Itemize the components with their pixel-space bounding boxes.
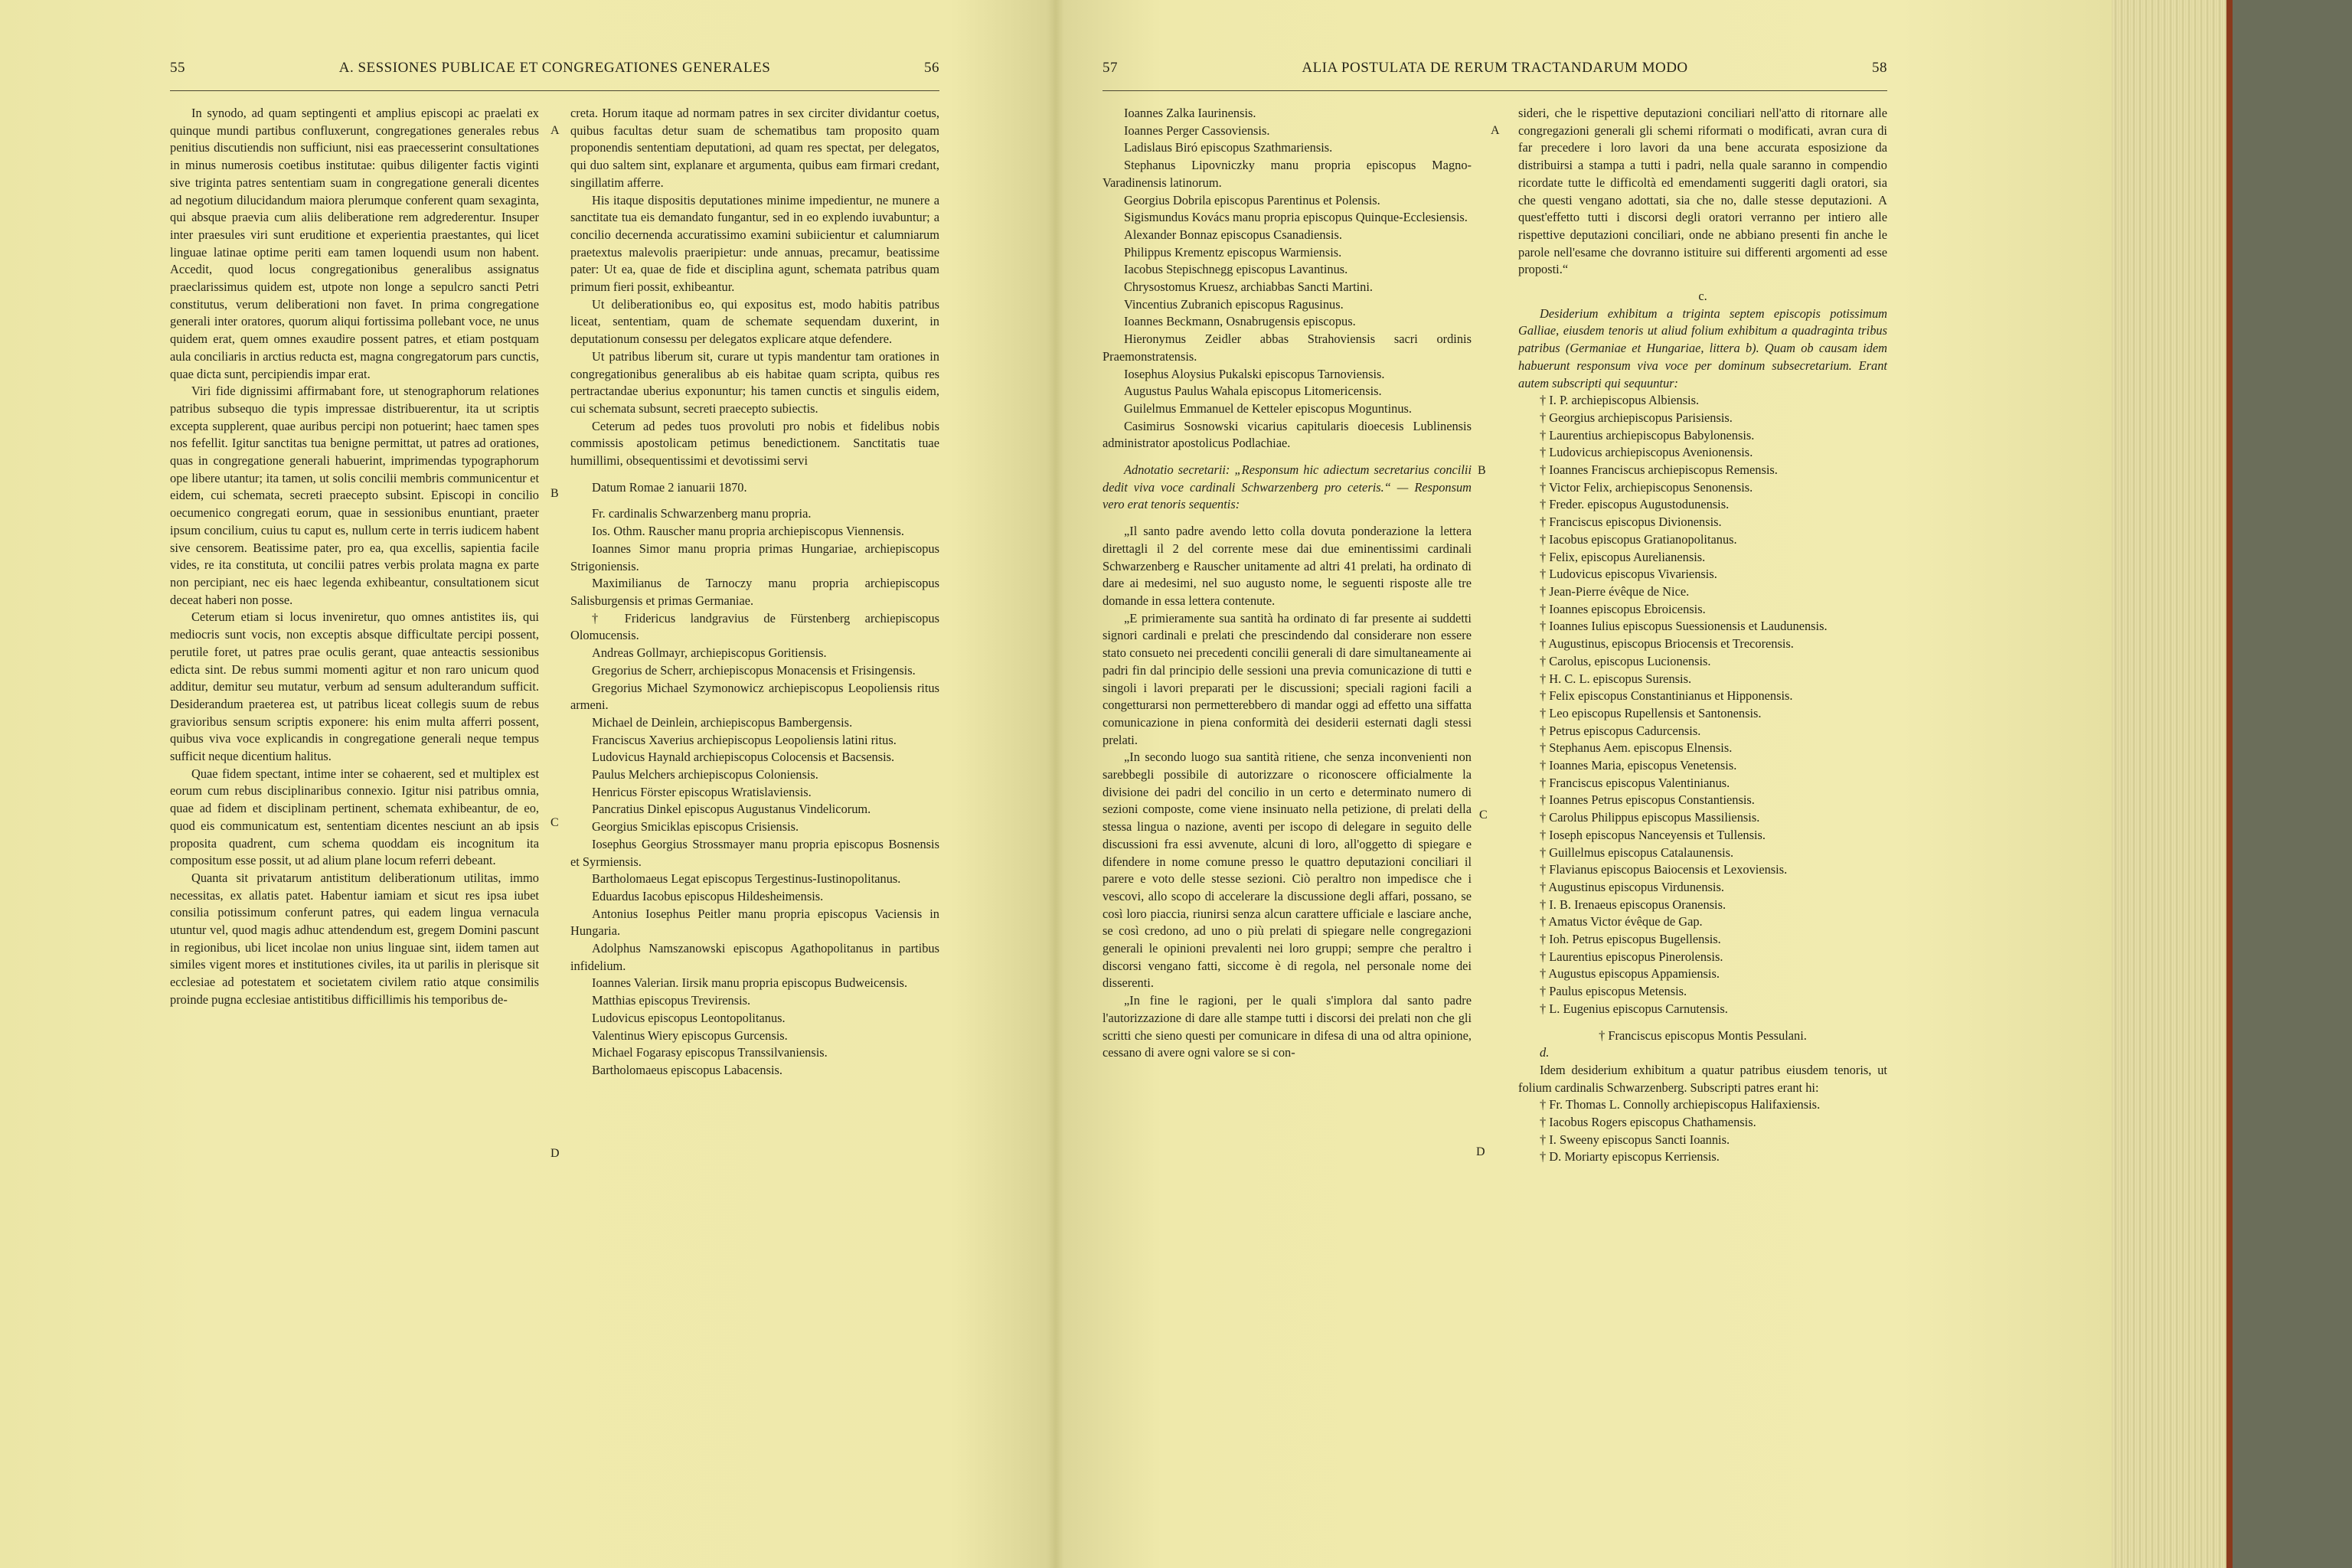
signatory: † Laurentius episcopus Pinerolensis. xyxy=(1540,949,1723,964)
signatory: † I. P. archiepiscopus Albiensis. xyxy=(1540,393,1700,408)
page-number: 56 xyxy=(924,60,939,76)
date-line: Datum Romae 2 ianuarii 1870. xyxy=(592,479,747,495)
signatory: Fr. cardinalis Schwarzenberg manu propria. xyxy=(592,506,812,521)
paragraph: „In secondo luogo sua santità ritiene, che senza inconvenienti non sarebbegli possibile di autorizzare o riconoscere officialmente la divisione dei padri del concilio in un certo e determinato numero di sezioni composte, come viene insinuato nella petizione, di prelati della stessa lingua o nazione, aventi per iscopo di delegare in seguito delle discussioni fra essi avvenute, alcuni di loro, all'oggetto di spiegare e difendere in nome comune presso le quattro deputazioni conciliari il parere e voto delle stesse sezioni. Ciò peraltro non impedisce che i vescovi, allo scopo di accelerare la discussione degli affari, possano, se così loro piaccia, riunirsi senza alcun carattere ufficiale e lasciare anche, se così credono, ad uno o più prelati di spiegare nelle congregazioni generali le opinioni prevalenti nei loro gruppi; sempre che peraltro i discorsi vengano fatti, siccome è di regola, nel personale nome dei disserenti. xyxy=(1102,750,1472,991)
signatory: † Georgius archiepiscopus Parisiensis. xyxy=(1540,410,1733,425)
signatory: † Paulus episcopus Metensis. xyxy=(1540,984,1687,999)
signatory: Ioannes Perger Cassoviensis. xyxy=(1124,122,1270,138)
paragraph: „In fine le ragioni, per le quali s'implora dal santo padre l'autorizzazione di dare alle stampe tutti i discorsi dei prelati non che gli scritti che sieno questi per comunicare in difesa di una od altra opinione, cessano di avere ogni valore se si con- xyxy=(1102,993,1472,1060)
paragraph: Viri fide dignissimi affirmabant fore, ut stenographorum relationes patribus subsequo die typis impressae distribuerentur, ita ut scriptis excepta supplerent, quae auribus percipi non potuerint; haec tamen spes nos fefellit. Igitur sanctitas tua benigne permittat, ut patres ad orationes, quas in congregatione generali habuerint, imprimendas typographorum ope libere utantur; ita tamen, ut solis concilii membris communicentur et eidem, cui schemata, secreti praecepto subsint. Episcopi in concilio oecumenico congregati eorum, quae in sessionibus enuntiant, praeter ipsum concilium, cuius tu caput es, nullum certe in terris iudicem habent sive censorem. Beatissime pater, pro ea, qua excellis, sapientia facile vides, re ita constituta, ut concilii patres verbis prolata magna ex parte non percipiant, nec eis haec legenda exhibeantur, consultationem sicut deceat haberi non posse. xyxy=(170,384,539,607)
paragraph: „Il santo padre avendo letto colla dovuta ponderazione la lettera direttagli il 2 del corrente mese dai due eminentissimi cardinali Schwarzenberg e Rauscher unitamente ad altri 41 prelati, ha ordinato di dare ai medesimi, nel suo augusto nome, le seguenti risposte alle tre domande in essa lettera contenute. xyxy=(1102,524,1472,608)
signatory: † Franciscus episcopus Valentinianus. xyxy=(1540,775,1730,790)
signatory: † Fridericus landgravius de Fürstenberg archiepiscopus Olomucensis. xyxy=(570,610,939,643)
signatory: Ioannes Valerian. Iirsik manu propria episcopus Budweicensis. xyxy=(592,975,908,991)
background-surface xyxy=(2233,0,2352,1568)
margin-mark: B xyxy=(550,487,559,500)
signatory: Valentinus Wiery episcopus Gurcensis. xyxy=(592,1027,788,1043)
page-number: 55 xyxy=(170,60,185,76)
margin-mark: B xyxy=(1478,464,1486,477)
signatory: † Ioannes Franciscus archiepiscopus Remensis. xyxy=(1540,462,1778,478)
signatory: Paulus Melchers archiepiscopus Coloniensis. xyxy=(592,767,818,782)
signatory: † Amatus Victor évêque de Gap. xyxy=(1540,914,1703,929)
signatory: Vincentius Zubranich episcopus Ragusinus. xyxy=(1124,296,1344,312)
signatory: Ioannes Beckmann, Osnabrugensis episcopus. xyxy=(1124,314,1356,329)
margin-mark: D xyxy=(550,1147,560,1160)
paragraph: Quae fidem spectant, intime inter se cohaerent, sed et multiplex est eorum cum rebus disciplinaribus connexio. Igitur nisi patribus omnia, quae ad fidem et disciplinam pertinent, schemata exhibeantur, de eo, quod eis communicatum est, sententiam dicentes nesciunt an ab ipsis proposita quadrent, cum schema quoddam eis incognitum ita compositum esse possit, ut ad alium plane locum referri debeant. xyxy=(170,766,539,868)
signatory: † Ioannes Maria, episcopus Venetensis. xyxy=(1540,758,1737,773)
section-letter: † Franciscus episcopus Montis Pessulani. xyxy=(1599,1027,1807,1043)
signatory: † Augustus episcopus Appamiensis. xyxy=(1540,966,1720,982)
signatory: † Leo episcopus Rupellensis et Santonensis. xyxy=(1540,705,1762,720)
paragraph: Quanta sit privatarum antistitum deliberationum utilitas, immo necessitas, ex allatis patet. Habentur iamiam et sicut res ipsa iubet consilia potissimum conferunt patres, qui eadem lingua vernacula utuntur vel, quod magis adhuc attendendum est, gregem Domini pascunt in regionibus, ubi licet incolae non unius linguae sint, iidem tamen aut similes vigent mores et institutiones civiles, ita ut parilis in plerisque sit ecclesiae ad potestatem et societatem civilem ratio atque consimilis proinde pugna ecclesiae antistitibus difficillimis his temporibus de- xyxy=(170,870,539,1007)
signatory: Matthias episcopus Trevirensis. xyxy=(592,993,751,1008)
secretary-note: † D. Moriarty episcopus Kerriensis. xyxy=(1540,1149,1720,1165)
running-head xyxy=(170,60,939,87)
paragraph: creta. Horum itaque ad normam patres in sex circiter dividantur coetus, quibus facultas detur suam de schematibus tam proposito quam proponendis sententiam deputationi, ad quam res spectat, per delegatos, qui duo saltem sint, explanare et argumenta, quibus eam firmari credant, singillatim afferre. xyxy=(570,106,939,190)
signatory: Philippus Krementz episcopus Warmiensis. xyxy=(1124,244,1342,260)
signatory: † Augustinus episcopus Virdunensis. xyxy=(1540,879,1724,894)
header-rule xyxy=(170,90,939,91)
signatory: † Guillelmus episcopus Catalaunensis. xyxy=(1540,844,1734,860)
paragraph: In synodo, ad quam septingenti et amplius episcopi ac praelati ex quinque mundi partibus confluxerunt, congregationes generales rebus penitius discutiendis non sufficiunt, nisi eas praecesserint consultationes in minus numerosis coetibus institutae: quibus diligenter factis viginti sive triginta patres sententiam suam in congregatione generali dicentes ad negotium dilucidandum maiora plerumque conferent quam sexaginta, qui absque praevia cum aliis deliberatione rem adgrederentur. Insuper inter praesules viri sunt eruditione et experientia praestantes, qui licet linguae latinae optime periti eam tamen loquendi usum non habent. Accedit, quod locus congregationibus generalibus assignatus praeclarissimus quidem est, utpote non longe a sepulcro sancti Petri constitutus, verum deliberationi non favet. In prima congregatione generali inter oratores, quorum aliqui fortissima pollebant voce, ne unus quidem erat, quem omnes exaudire possent patres, et etiam postquam aula conciliaris in arctius reducta est, magna congregatorum pars cunctis, quae dicta sunt, percipiendis impar erat. xyxy=(170,106,539,381)
signatory: † Ioannes episcopus Ebroicensis. xyxy=(1540,601,1706,616)
signatory: † Carolus Philippus episcopus Massiliensis. xyxy=(1540,810,1760,825)
signatory: † Laurentius archiepiscopus Babylonensis. xyxy=(1540,427,1755,443)
margin-mark: D xyxy=(1476,1145,1485,1158)
signatory: Hieronymus Zeidler abbas Strahoviensis sacri ordinis Praemonstratensis. xyxy=(1102,332,1472,364)
signatory: Iosephus Aloysius Pukalski episcopus Tarnoviensis. xyxy=(1124,366,1385,381)
signatory: † Freder. episcopus Augustodunensis. xyxy=(1540,497,1730,512)
signatory: Idem desiderium exhibitum a quatur patribus eiusdem tenoris, ut folium cardinalis Schwarzenberg. Subscripti patres erant hi: xyxy=(1518,1062,1887,1095)
text-column-1 xyxy=(1102,105,1472,1166)
text-column-2 xyxy=(570,105,939,1080)
signatory: † Felix episcopus Constantinianus et Hipponensis. xyxy=(1540,688,1793,704)
paragraph: „E primieramente sua santità ha ordinato di far presente ai suddetti signori cardinali e prelati che prescindendo dal considerare non essere stato consueto nei precedenti concilii generali di dare simultaneamente ai padri fin dal principio delle sessioni una previa comunicazione di tutti e singoli i lavori preparati per le discussioni; speciali ragioni facili a congetturarsi non permetterebbero di mandar oggi ad effetto una siffatta comunicazione in piena conformità dei desiderii esternati dagli stessi prelati. xyxy=(1102,610,1472,747)
signatory: Chrysostomus Kruesz, archiabbas Sancti Martini. xyxy=(1124,279,1374,295)
signatory: Gregorius Michael Szymonowicz archiepiscopus Leopoliensis ritus armeni. xyxy=(570,680,939,713)
section-letter: c. xyxy=(1698,289,1707,304)
signatory: Ludovicus Haynald archiepiscopus Colocensis et Bacsensis. xyxy=(592,750,895,765)
signatory: † I. B. Irenaeus episcopus Oranensis. xyxy=(1540,897,1726,912)
signatory: † L. Eugenius episcopus Carnutensis. xyxy=(1540,1001,1728,1016)
signatory: Maximilianus de Tarnoczy manu propria archiepiscopus Salisburgensis et primas Germaniae. xyxy=(570,576,939,608)
paragraph: sideri, che le rispettive deputazioni conciliari nell'atto di ritornare alle congregazioni generali gli schemi riformati o modificati, avran cura di far precedere i loro lavori da una bene accurata esposizione da distribuirsi a stampa a tutti i padri, nella quale saranno in compendio ricordate tutte le difficoltà ed emendamenti suggeriti dagli oratori, sia che questi vengano adottati, sia che no, dalle stesse deputazioni. A quest'effetto tutti i discorsi degli oratori verranno per intiero alle rispettive deputazioni conciliari, onde ne abbiano presenti fin anche le parole nell'esame che dovranno istituire sui differenti argomenti ad esse proposti.“ xyxy=(1518,106,1887,277)
signatory: † H. C. L. episcopus Surensis. xyxy=(1540,671,1692,686)
signatory: Franciscus Xaverius archiepiscopus Leopoliensis latini ritus. xyxy=(592,732,897,747)
signatory: † Stephanus Aem. episcopus Elnensis. xyxy=(1540,740,1733,756)
section-heading: Desiderium exhibitum a triginta septem episcopis potissimum Galliae, eiusdem tenoris ut aliud folium exhibitum a quadraginta tribus patribus (Germaniae et Hungariae, littera b). Quam ob causam idem habuerunt responsum viva voce per dominum subsecretarium. Erant autem subscripti qui sequuntur: xyxy=(1518,305,1887,390)
paragraph: Ceterum ad pedes tuos provoluti pro nobis et fidelibus nobis commissis apostolicam petimus benedictionem. Sanctitatis tuae humillimi, obsequentissimi et devotissimi servi xyxy=(570,418,939,469)
signatory: Georgius Smiciklas episcopus Crisiensis. xyxy=(592,819,799,835)
signatory: Gregorius de Scherr, archiepiscopus Monacensis et Frisingensis. xyxy=(592,662,916,678)
signatory: Ioannes Simor manu propria primas Hungariae, archiepiscopus Strigoniensis. xyxy=(570,541,939,573)
signatory: † Victor Felix, archiepiscopus Senonensis. xyxy=(1540,479,1753,495)
signatory: † Ioannes Iulius episcopus Suessionensis et Laudunensis. xyxy=(1540,619,1828,634)
page-number: 58 xyxy=(1872,60,1887,76)
signatory: Ladislaus Biró episcopus Szathmariensis. xyxy=(1124,140,1333,155)
signatory: Bartholomaeus episcopus Labacensis. xyxy=(592,1062,782,1077)
signatory: † Ioannes Petrus episcopus Constantiensis. xyxy=(1540,792,1755,808)
right-page xyxy=(1102,60,1887,1560)
margin-mark: A xyxy=(550,124,560,137)
signatory: † Ludovicus archiepiscopus Avenionensis. xyxy=(1540,445,1753,460)
book-binding xyxy=(2226,0,2233,1568)
section-heading: d. xyxy=(1540,1045,1550,1060)
secretary-note: Adnotatio secretarii: „Responsum hic adiectum secretarius concilii dedit viva voce cardinali Schwarzenberg pro ceteris.“ — Responsum vero erat tenoris sequentis: xyxy=(1102,462,1472,512)
signatory: † Felix, episcopus Aurelianensis. xyxy=(1540,549,1706,564)
page-edges xyxy=(2112,0,2226,1568)
signatory: Ludovicus episcopus Leontopolitanus. xyxy=(592,1010,786,1025)
signatory: † Jean-Pierre évêque de Nice. xyxy=(1540,583,1690,599)
signatory: Eduardus Iacobus episcopus Hildesheimensis. xyxy=(592,888,824,903)
left-page xyxy=(170,60,939,1560)
signatory: Alexander Bonnaz episcopus Csanadiensis. xyxy=(1124,227,1342,242)
signatory: Bartholomaeus Legat episcopus Tergestinus-Iustinopolitanus. xyxy=(592,871,901,887)
signatory: † Augustinus, episcopus Briocensis et Trecorensis. xyxy=(1540,636,1794,652)
running-title: A. SESSIONES PUBLICAE ET CONGREGATIONES GENERALES xyxy=(338,60,771,76)
signatory: † Iacobus episcopus Gratianopolitanus. xyxy=(1540,531,1737,547)
text-column-1 xyxy=(170,105,539,1080)
running-head xyxy=(1102,60,1887,87)
signatory: † Petrus episcopus Cadurcensis. xyxy=(1540,723,1701,738)
signatory: † Ioseph episcopus Nanceyensis et Tullensis. xyxy=(1540,827,1766,842)
header-rule xyxy=(1102,90,1887,91)
text-column-2 xyxy=(1518,105,1887,1166)
margin-mark: A xyxy=(1491,124,1500,137)
signatory: Stephanus Lipovniczky manu propria episcopus Magno-Varadinensis latinorum. xyxy=(1102,158,1472,190)
signatory: † I. Sweeny episcopus Sancti Ioannis. xyxy=(1540,1132,1730,1147)
page-number: 57 xyxy=(1102,60,1118,76)
signatory: † Ludovicus episcopus Vivariensis. xyxy=(1540,567,1717,582)
signatory: Pancratius Dinkel episcopus Augustanus Vindelicorum. xyxy=(592,802,871,817)
signatory: † Ioh. Petrus episcopus Bugellensis. xyxy=(1540,932,1721,947)
signatory: Iosephus Georgius Strossmayer manu propria episcopus Bosnensis et Syrmiensis. xyxy=(570,836,939,869)
paragraph: His itaque dispositis deputationes minime impedientur, ne munere a sanctitate tua eis demandato fungantur, sed in eo explendo iuvabuntur; a concilio decernenda accuratissimo examini subiicientur et calumniarum praetextus malevolis praeripietur: unde annuas, precamur, beatissime pater: Ut ea, quae de fide et disciplina agunt, schemata patribus quam primum fieri possit, exhibeantur. xyxy=(570,192,939,295)
signatory: Antonius Iosephus Peitler manu propria episcopus Vaciensis in Hungaria. xyxy=(570,906,939,939)
running-title: ALIA POSTULATA DE RERUM TRACTANDARUM MODO xyxy=(1302,60,1688,76)
signatory: Andreas Gollmayr, archiepiscopus Goritiensis. xyxy=(592,645,827,661)
signatory: † Fr. Thomas L. Connolly archiepiscopus Halifaxiensis. xyxy=(1540,1097,1821,1112)
signatory: Guilelmus Emmanuel de Ketteler episcopus Moguntinus. xyxy=(1124,400,1413,416)
signatory: Ios. Othm. Rauscher manu propria archiepiscopus Viennensis. xyxy=(592,524,904,539)
paragraph: Ut patribus liberum sit, curare ut typis mandentur tam orationes in congregationibus generalibus ab eis habitae quam scripta, quibus res pertractandae uberius exponuntur; his tamen cunctis et singulis eidem, cui schemata subsunt, secreti praecepto subiectis. xyxy=(570,348,939,416)
signatory: Ioannes Zalka Iaurinensis. xyxy=(1124,106,1256,120)
paragraph: Ut deliberationibus eo, qui expositus est, modo habitis patribus liceat, sententiam, quam de schemate sequendam duxerint, in deputationum consessu per delegatos explicare atque defendere. xyxy=(570,296,939,347)
signatory: Sigismundus Kovács manu propria episcopus Quinque-Ecclesiensis. xyxy=(1124,210,1468,225)
signatory: Michael Fogarasy episcopus Transsilvaniensis. xyxy=(592,1045,828,1060)
signatory: Iacobus Stepischnegg episcopus Lavantinus. xyxy=(1124,262,1348,277)
signatory: † Iacobus Rogers episcopus Chathamensis. xyxy=(1540,1115,1756,1130)
paragraph: Ceterum etiam si locus inveniretur, quo omnes antistites iis, qui mediocris sunt vocis, non exceptis absque difficultate percipi possent, perutile foret, ut patres prae oculis gerant, quae anteactis sessionibus edicta sint. De rebus summi momenti agitur et non raro unicum quod additur, demitur seu mutatur, verbum ad sensum adulterandum sufficit. Desiderandum praeterea est, ut patribus liceat collegis suum de rebus gravioribus sensum scriptis exponere: his enim multa afferri possent, quibus viva voce explicandis in congregatione generali neque tempus sufficit neque dicentium halitus. xyxy=(170,609,539,764)
signatory: † Carolus, episcopus Lucionensis. xyxy=(1540,653,1711,668)
signatory: Adolphus Namszanowski episcopus Agathopolitanus in partibus infidelium. xyxy=(570,941,939,973)
signatory: † Flavianus episcopus Baiocensis et Lexoviensis. xyxy=(1540,862,1788,877)
signatory: † Franciscus episcopus Divionensis. xyxy=(1540,514,1722,530)
signatory: Georgius Dobrila episcopus Parentinus et Polensis. xyxy=(1124,192,1380,207)
margin-mark: C xyxy=(1479,808,1488,822)
signatory: Henricus Förster episcopus Wratislaviensis. xyxy=(592,784,812,799)
margin-mark: C xyxy=(550,816,559,829)
signatory: Augustus Paulus Wahala episcopus Litomericensis. xyxy=(1124,384,1382,399)
signatory: Michael de Deinlein, archiepiscopus Bambergensis. xyxy=(592,714,853,730)
signatory: Casimirus Sosnowski vicarius capitularis dioecesis Lublinensis administrator apostolicus Podlachiae. xyxy=(1102,418,1472,451)
